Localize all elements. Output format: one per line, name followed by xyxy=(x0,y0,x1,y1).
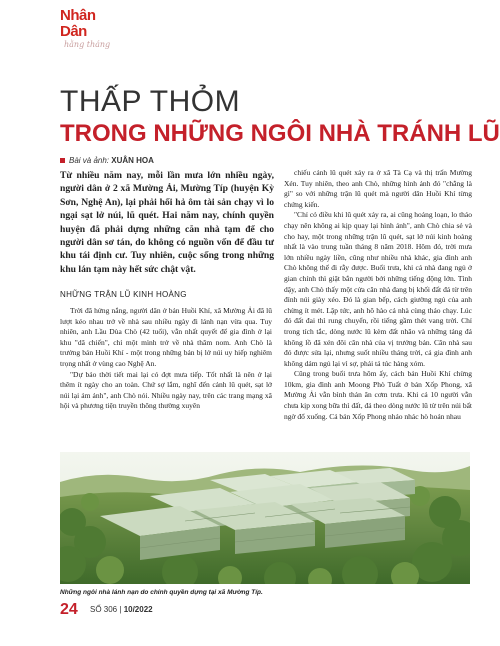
byline-marker-icon xyxy=(60,158,65,163)
issue-date: 10/2022 xyxy=(123,605,153,614)
masthead-brand: Nhân Dân xyxy=(60,7,96,40)
body-paragraph: Trời đã hửng nắng, người dân ở bản Huồi Khí, xã Mường Ải đã lũ lượt kéo nhau trở về nhà sau nhiều ngày đi lánh nạn vừa qua. Tuy nhiên, anh Lầu Dùa Chò (42 tuổi), vẫn nhất quyết để gia đình ở lại khu "dã chiến", chỉ một mình trở về nhà thăm nom. Anh Chò là trưởng bản Huồi Khí - một trong những bản bị lở núi uy hiếp nghiêm trọng nhất ở vùng cao Nghệ An. xyxy=(60,306,272,368)
body-paragraph: "Chỉ có điều khi lũ quét xảy ra, ai cũng hoảng loạn, lo tháo chạy nên không ai kịp quay lại hình ảnh", anh Chò chia sẻ và cho hay, một trong những trận lũ quét, sạt lở núi kinh hoàng nhất là vào trung tuần tháng 8 năm 2018. Hôm đó, trời mưa lớn nhiều ngày liền, cũng như nhiều nhà khác, gia đình anh Chò không thể đi rẫy được. Buổi trưa, khi cả nhà đang ngủ ở gian chính thì giật bắn người bởi những tiếng động lớn. Tỉnh dậy, anh Chò thấy một cửa căn nhà đang bị khối đất đá từ trên đỉnh núi giày xéo. Đó là gian bếp, cách giường ngủ của anh chừng ít mét. Lập tức, anh hô hào cả nhà cùng tháo chạy. Lúc đó đất đai thì rung chuyển, rồi tiếng gầm thét vang trời. Chỉ trong tích tắc, dòng nước lũ kèm đất nhão và những tảng đá không lồ đã xén đôi căn nhà của vị trưởng bản. Căn nhà sau đó được sửa lại, nhưng suốt nhiều tháng trời, cả gia đình anh không dám ngủ lại vì sợ, phải tá túc hàng xóm. xyxy=(284,210,472,368)
body-paragraph: chiếu cảnh lũ quét xảy ra ở xã Tà Cạ và thị trấn Mường Xén. Tuy nhiên, theo anh Chò, những hình ảnh đó "chẳng là gì" so với những trận lũ quét mà người dân Huồi Khí từng chứng kiến. xyxy=(284,168,472,209)
byline-author: XUÂN HOA xyxy=(111,156,154,165)
byline xyxy=(60,156,154,165)
body-column-1 xyxy=(60,306,272,412)
photo-caption: Những ngôi nhà lánh nạn do chính quyền dựng tại xã Mường Típ. xyxy=(60,589,263,596)
issue-number: SỐ 306 xyxy=(90,605,118,614)
body-paragraph: "Dự báo thời tiết mai lại có đợt mưa tiếp. Tốt nhất là nên ở lại thêm ít ngày cho an toàn. Chứ sợ lắm, nghĩ đến cảnh lũ quét, sạt lở núi lại ám ảnh", anh Chò nói. Nhiều ngày nay, trên các trang mạng xã hội và phương tiện truyền thông thường xuyên xyxy=(60,369,272,411)
body-paragraph: Cũng trong buổi trưa hôm ấy, cách bản Huồi Khí chừng 10km, gia đình anh Moong Phò Tuất ở bản Xốp Phong, xã Mường Ải vẫn bình thản ăn cơm trưa. Khi cả 10 người vẫn chưa kịp xong bữa thì đất, đá theo dòng nước lũ từ trên núi bất ngờ đổ xuống. Cả bản Xốp Phong nháo nhác hò hoán nhau xyxy=(284,369,472,421)
title-line-1: THẤP THỎM xyxy=(60,85,241,118)
body-column-2 xyxy=(284,168,472,422)
masthead-subtitle: hằng tháng xyxy=(64,40,111,49)
evacuation-tents-illustration xyxy=(60,452,470,584)
byline-prefix: Bài và ảnh: xyxy=(69,156,110,165)
issue-separator: | xyxy=(119,605,122,614)
article-photo xyxy=(60,452,470,584)
issue-info xyxy=(90,605,153,614)
title-line-2: TRONG NHỮNG NGÔI NHÀ TRÁNH LŨ xyxy=(60,120,500,147)
section-heading: NHỮNG TRẬN LŨ KINH HOÀNG xyxy=(60,290,187,299)
page-number: 24 xyxy=(60,601,78,618)
lead-paragraph: Từ nhiều năm nay, mỗi lần mưa lớn nhiều ngày, người dân ở 2 xã Mường Ải, Mường Típ (huyện Kỳ Sơn, Nghệ An), lại phải hối hả ôm tài sản chạy vì lo ngại sạt lở núi, lũ quét. Hai năm nay, chính quyền huyện đã phải dựng những căn nhà tạm để cho người dân sơ tán, do không có nguồn vốn để đầu tư khu tái định cư. Tuy nhiên, cuộc sống trong những khu lán tạm này hết sức chật vật. xyxy=(60,170,274,275)
masthead-logo[interactable] xyxy=(60,8,118,49)
